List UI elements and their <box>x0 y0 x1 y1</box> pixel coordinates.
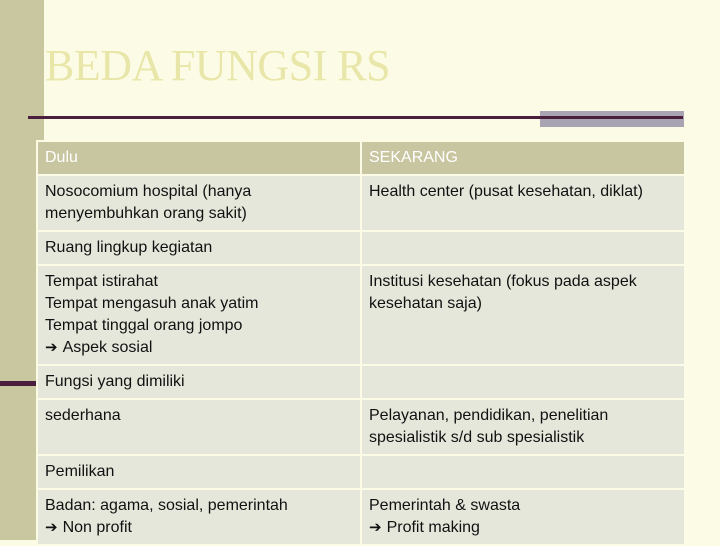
table-row <box>37 489 685 545</box>
right-arrow-icon: ➔ <box>369 519 382 536</box>
table-row <box>37 455 685 489</box>
section-label: Pemilikan <box>37 455 361 489</box>
cell-text: menyembuhkan orang sakit) <box>45 205 247 222</box>
cell-sekarang <box>361 265 685 365</box>
table-row <box>37 365 685 399</box>
table-header-row <box>37 141 685 175</box>
cell-sekarang <box>361 489 685 545</box>
title-rule-accent <box>540 111 684 127</box>
empty-cell <box>361 231 685 265</box>
cell-text: kesehatan saja) <box>369 295 482 312</box>
cell-text: Tempat tinggal orang jompo <box>45 317 243 334</box>
cell-text: spesialistik s/d sub spesialistik <box>369 429 585 446</box>
cell-text: Institusi kesehatan (fokus pada aspek <box>369 273 637 290</box>
slide-title: BEDA FUNGSI RS <box>45 41 391 90</box>
cell-text: Health center (pusat kesehatan, diklat) <box>369 183 643 200</box>
empty-cell <box>361 455 685 489</box>
cell-text: Tempat mengasuh anak yatim <box>45 295 259 312</box>
section-label: Fungsi yang dimiliki <box>37 365 361 399</box>
table-row <box>37 399 685 455</box>
table-row <box>37 231 685 265</box>
table-row <box>37 175 685 231</box>
cell-sekarang <box>361 399 685 455</box>
cell-sekarang <box>361 175 685 231</box>
right-arrow-icon: ➔ <box>45 519 58 536</box>
cell-text: Badan: agama, sosial, pemerintah <box>45 497 288 514</box>
cell-dulu <box>37 265 361 365</box>
left-accent-stripe <box>0 381 37 386</box>
cell-dulu <box>37 489 361 545</box>
cell-text: Profit making <box>386 519 480 536</box>
cell-text: Non profit <box>62 519 132 536</box>
header-sekarang: SEKARANG <box>361 141 685 175</box>
header-dulu: Dulu <box>37 141 361 175</box>
cell-text: Aspek sosial <box>62 339 153 356</box>
empty-cell <box>361 365 685 399</box>
right-arrow-icon: ➔ <box>45 339 58 356</box>
cell-text: Tempat istirahat <box>45 273 158 290</box>
cell-text: Pemerintah & swasta <box>369 497 521 514</box>
title-divider <box>28 116 683 119</box>
table-row <box>37 265 685 365</box>
cell-text: sederhana <box>45 407 121 424</box>
cell-dulu <box>37 175 361 231</box>
cell-dulu <box>37 399 361 455</box>
section-label: Ruang lingkup kegiatan <box>37 231 361 265</box>
comparison-table <box>36 140 684 546</box>
cell-text: Nosocomium hospital (hanya <box>45 183 252 200</box>
cell-text: Pelayanan, pendidikan, penelitian <box>369 407 609 424</box>
